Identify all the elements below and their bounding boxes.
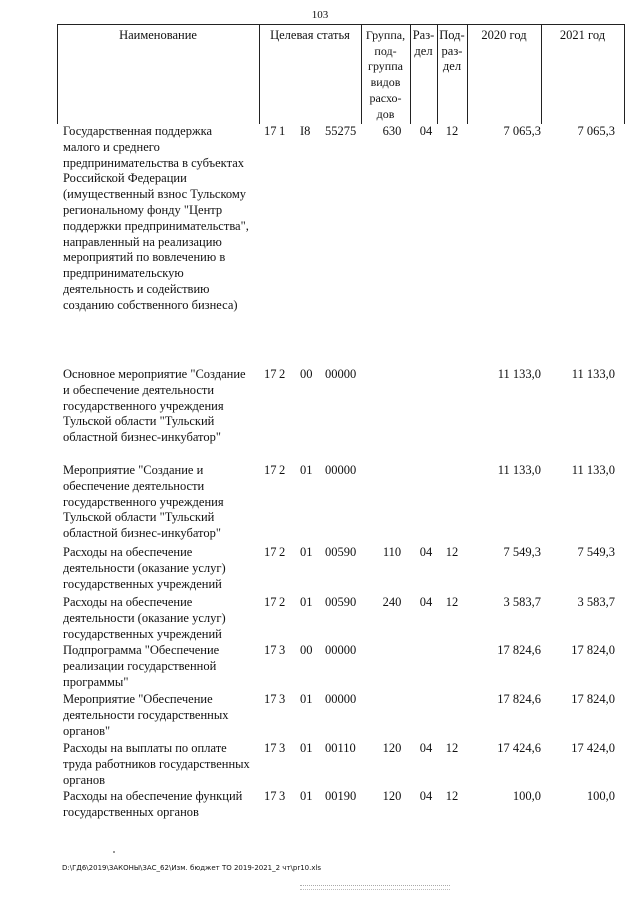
row-name-line: созданию собственного бизнеса) xyxy=(63,297,238,312)
table-row xyxy=(0,545,640,592)
table-row xyxy=(0,643,640,690)
scan-artifact xyxy=(300,885,450,890)
row-name-line: обеспечение деятельности xyxy=(63,478,205,493)
page-number: 103 xyxy=(311,9,329,21)
header-subsection-line: дел xyxy=(442,59,462,73)
row-name-line: и обеспечение деятельности xyxy=(63,382,215,397)
section-code: 04 xyxy=(419,124,433,138)
code-direction: 00590 xyxy=(325,545,357,559)
row-name-line: Основное мероприятие "Создание xyxy=(63,367,246,381)
row-name-line: государственных учреждений xyxy=(63,576,222,591)
row-name-line: (имущественный взнос Тульскому xyxy=(63,187,247,202)
row-name-line: Мероприятие "Обеспечение xyxy=(63,692,213,706)
amount-2020: 17 824,6 xyxy=(497,643,541,657)
row-name-line: предпринимательства в субъектах xyxy=(63,155,244,170)
row-name xyxy=(63,367,263,446)
code-direction: 00000 xyxy=(325,367,357,381)
row-name-line: государственных учреждений xyxy=(63,626,222,641)
row-name-line: Государственная поддержка xyxy=(63,124,213,138)
code-event: 00 xyxy=(300,643,313,657)
row-name-line: реализации государственной xyxy=(63,658,217,673)
subsection-code: 12 xyxy=(445,789,459,803)
row-name-line: Расходы на обеспечение функций xyxy=(63,789,243,803)
code-event: 01 xyxy=(300,789,313,803)
expense-group: 630 xyxy=(382,124,402,138)
row-name xyxy=(63,789,263,821)
row-name-line: органов" xyxy=(63,723,111,738)
code-direction: 00190 xyxy=(325,789,357,803)
row-name xyxy=(63,595,263,642)
row-name-line: Мероприятие "Создание и xyxy=(63,463,204,477)
header-group-line: видов xyxy=(370,75,401,90)
row-name-line: программы" xyxy=(63,674,129,689)
amount-2021: 7 549,3 xyxy=(577,545,615,559)
row-name-line: Расходы на обеспечение xyxy=(63,545,193,559)
table-row xyxy=(0,124,640,314)
row-name-line: Расходы на обеспечение xyxy=(63,595,193,609)
row-name xyxy=(63,643,263,690)
code-program: 17 xyxy=(264,545,277,559)
row-name-line: Российской Федерации xyxy=(63,171,187,186)
header-right-border xyxy=(624,24,625,124)
amount-2021: 3 583,7 xyxy=(577,595,615,609)
header-name: Наименование xyxy=(119,28,197,42)
amount-2020: 11 133,0 xyxy=(497,367,541,381)
amount-2021: 100,0 xyxy=(586,789,615,803)
row-name xyxy=(63,545,263,592)
row-name-line: деятельности государственных xyxy=(63,707,229,722)
code-program: 17 xyxy=(264,595,277,609)
subsection-code: 12 xyxy=(445,545,459,559)
section-code: 04 xyxy=(419,545,433,559)
section-code: 04 xyxy=(419,741,433,755)
code-direction: 00000 xyxy=(325,463,357,477)
section-code: 04 xyxy=(419,789,433,803)
code-subprogram: 3 xyxy=(279,789,286,803)
header-subsection-line: раз- xyxy=(441,43,463,58)
row-name-line: Тульской области "Тульский xyxy=(63,510,215,525)
code-subprogram: 2 xyxy=(279,367,286,381)
code-subprogram: 2 xyxy=(279,545,286,559)
code-direction: 00590 xyxy=(325,595,357,609)
code-program: 17 xyxy=(264,124,277,138)
amount-2020: 100,0 xyxy=(512,789,541,803)
amount-2020: 7 065,3 xyxy=(503,124,541,138)
code-subprogram: 3 xyxy=(279,741,286,755)
expense-group: 240 xyxy=(382,595,402,609)
row-name-line: Тульской области "Тульский xyxy=(63,414,215,429)
amount-2021: 17 824,0 xyxy=(571,692,615,706)
row-name-line: деятельность и содействию xyxy=(63,281,210,296)
footer-file-path: D:\ГД6\2019\ЗАКОНЫ\ЗАС_62\Изм. бюджет ТО 2019-2021_2 чт\pr10.xls xyxy=(62,864,322,872)
row-name-line: направленный на реализацию xyxy=(63,234,222,249)
code-event: 00 xyxy=(300,367,313,381)
code-event: 01 xyxy=(300,463,313,477)
code-event: 01 xyxy=(300,741,313,755)
table-row xyxy=(0,367,640,446)
row-name-line: деятельности (оказание услуг) xyxy=(63,560,226,575)
table-row xyxy=(0,741,640,788)
row-name-line: Подпрограмма "Обеспечение xyxy=(63,643,220,657)
row-name-line: мероприятий по вовлечению в xyxy=(63,250,226,265)
header-year-2020: 2020 год xyxy=(481,28,527,42)
row-name-line: региональному фонду "Центр xyxy=(63,202,223,217)
amount-2020: 17 824,6 xyxy=(497,692,541,706)
code-subprogram: 3 xyxy=(279,643,286,657)
header-group-line: группа xyxy=(368,59,403,74)
row-name-line: Расходы на выплаты по оплате xyxy=(63,741,227,755)
row-name-line: предпринимательскую xyxy=(63,266,184,281)
expense-group: 120 xyxy=(382,741,402,755)
scan-speck xyxy=(113,851,115,853)
expense-group: 120 xyxy=(382,789,402,803)
row-name-line: поддержки предпринимательства", xyxy=(63,218,249,233)
header-section xyxy=(410,28,437,59)
row-name-line: государственных органов xyxy=(63,804,199,819)
header-group-line: дов xyxy=(376,106,395,121)
amount-2020: 11 133,0 xyxy=(497,463,541,477)
header-subsection-line: Под- xyxy=(439,28,465,42)
header-target-article: Целевая статья xyxy=(270,28,350,42)
amount-2020: 17 424,6 xyxy=(497,741,541,755)
header-top-border xyxy=(57,24,625,25)
expense-group: 110 xyxy=(382,545,402,559)
amount-2021: 17 824,0 xyxy=(571,643,615,657)
amount-2021: 11 133,0 xyxy=(571,367,615,381)
code-direction: 00110 xyxy=(325,741,356,755)
code-program: 17 xyxy=(264,367,277,381)
subsection-code: 12 xyxy=(445,124,459,138)
code-direction: 00000 xyxy=(325,643,357,657)
header-group-line: под- xyxy=(374,43,397,58)
row-name xyxy=(63,692,263,739)
header-section-line: дел xyxy=(414,43,433,58)
subsection-code: 12 xyxy=(445,741,459,755)
row-name xyxy=(63,463,263,542)
row-name-line: государственного учреждения xyxy=(63,398,224,413)
code-program: 17 xyxy=(264,463,277,477)
code-subprogram: 2 xyxy=(279,463,286,477)
amount-2020: 3 583,7 xyxy=(503,595,541,609)
row-name-line: труда работников государственных xyxy=(63,756,250,771)
row-name-line: государственного учреждения xyxy=(63,494,224,509)
code-direction: 55275 xyxy=(325,124,357,138)
table-row xyxy=(0,692,640,739)
code-event: 01 xyxy=(300,692,313,706)
header-subsection xyxy=(437,28,467,75)
code-program: 17 xyxy=(264,692,277,706)
row-name-line: областной бизнес-инкубатор" xyxy=(63,430,221,445)
header-group-line: Группа, xyxy=(365,28,406,42)
code-event: 01 xyxy=(300,595,313,609)
code-event: 01 xyxy=(300,545,313,559)
code-direction: 00000 xyxy=(325,692,357,706)
amount-2020: 7 549,3 xyxy=(503,545,541,559)
amount-2021: 11 133,0 xyxy=(571,463,615,477)
code-subprogram: 3 xyxy=(279,692,286,706)
header-section-line: Раз- xyxy=(412,28,435,42)
row-name-line: малого и среднего xyxy=(63,139,160,154)
header-year-2021: 2021 год xyxy=(559,28,606,42)
code-program: 17 xyxy=(264,643,277,657)
code-subprogram: 2 xyxy=(279,595,286,609)
row-name xyxy=(63,741,263,788)
subsection-code: 12 xyxy=(445,595,459,609)
table-row xyxy=(0,789,640,821)
code-program: 17 xyxy=(264,789,277,803)
code-subprogram: 1 xyxy=(279,124,286,138)
table-row xyxy=(0,595,640,642)
row-name-line: органов xyxy=(63,772,106,787)
table-row xyxy=(0,463,640,542)
header-group xyxy=(361,28,410,122)
row-name-line: деятельности (оказание услуг) xyxy=(63,610,226,625)
section-code: 04 xyxy=(419,595,433,609)
row-name xyxy=(63,124,263,314)
amount-2021: 7 065,3 xyxy=(577,124,615,138)
code-program: 17 xyxy=(264,741,277,755)
header-group-line: расхо- xyxy=(369,90,402,105)
table-header xyxy=(57,24,625,124)
row-name-line: областной бизнес-инкубатор" xyxy=(63,526,221,541)
code-event: I8 xyxy=(300,124,311,138)
amount-2021: 17 424,0 xyxy=(571,741,615,755)
